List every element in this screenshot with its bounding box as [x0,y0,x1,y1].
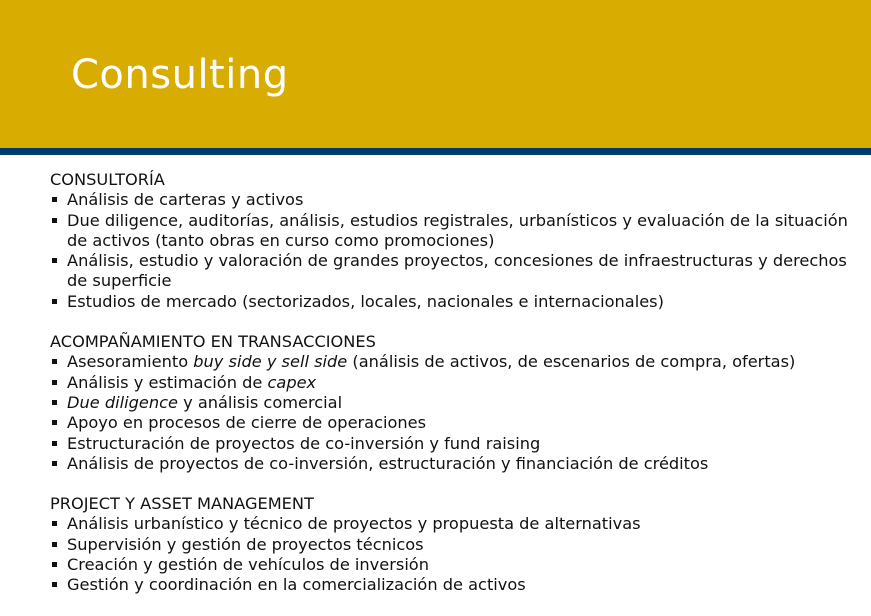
list-item: Supervisión y gestión de proyectos técnicos [50,535,860,555]
page-title: Consulting [71,52,289,98]
bullet-list [50,352,860,474]
section-project-asset-management [50,494,860,595]
list-item: Due diligence, auditorías, análisis, estudios registrales, urbanísticos y evaluación de la situación de activos (tanto obras en curso como promociones) [50,211,860,252]
bullet-list [50,190,860,312]
list-item: Análisis de carteras y activos [50,190,860,210]
section-title: PROJECT Y ASSET MANAGEMENT [50,494,314,514]
item-text: Asesoramiento [67,352,194,372]
list-item: Creación y gestión de vehículos de inversión [50,555,860,575]
list-item [50,373,860,393]
item-emphasis: buy side y sell side [193,352,348,372]
list-item [50,393,860,413]
list-item: Análisis de proyectos de co-inversión, estructuración y financiación de créditos [50,454,860,474]
item-emphasis: Due diligence [67,392,178,412]
list-item: Estudios de mercado (sectorizados, locales, nacionales e internacionales) [50,292,860,312]
item-text: (análisis de activos, de escenarios de compra, ofertas) [347,352,796,372]
item-text: y análisis comercial [177,392,343,412]
list-item: Gestión y coordinación en la comercialización de activos [50,575,860,595]
bullet-list [50,514,860,595]
list-item [50,352,860,372]
list-item: Análisis, estudio y valoración de grandes proyectos, concesiones de infraestructuras y derechos de superficie [50,251,860,292]
list-item: Estructuración de proyectos de co-inversión y fund raising [50,434,860,454]
services-content [50,170,860,616]
header-divider [0,148,871,155]
header-banner [0,0,871,148]
section-title: ACOMPAÑAMIENTO EN TRANSACCIONES [50,332,376,352]
section-transacciones [50,332,860,474]
section-consultoria [50,170,860,312]
item-emphasis: capex [267,372,317,392]
list-item: Apoyo en procesos de cierre de operaciones [50,413,860,433]
list-item: Análisis urbanístico y técnico de proyectos y propuesta de alternativas [50,514,860,534]
item-text: Análisis y estimación de [67,372,268,392]
section-title: CONSULTORÍA [50,170,165,189]
